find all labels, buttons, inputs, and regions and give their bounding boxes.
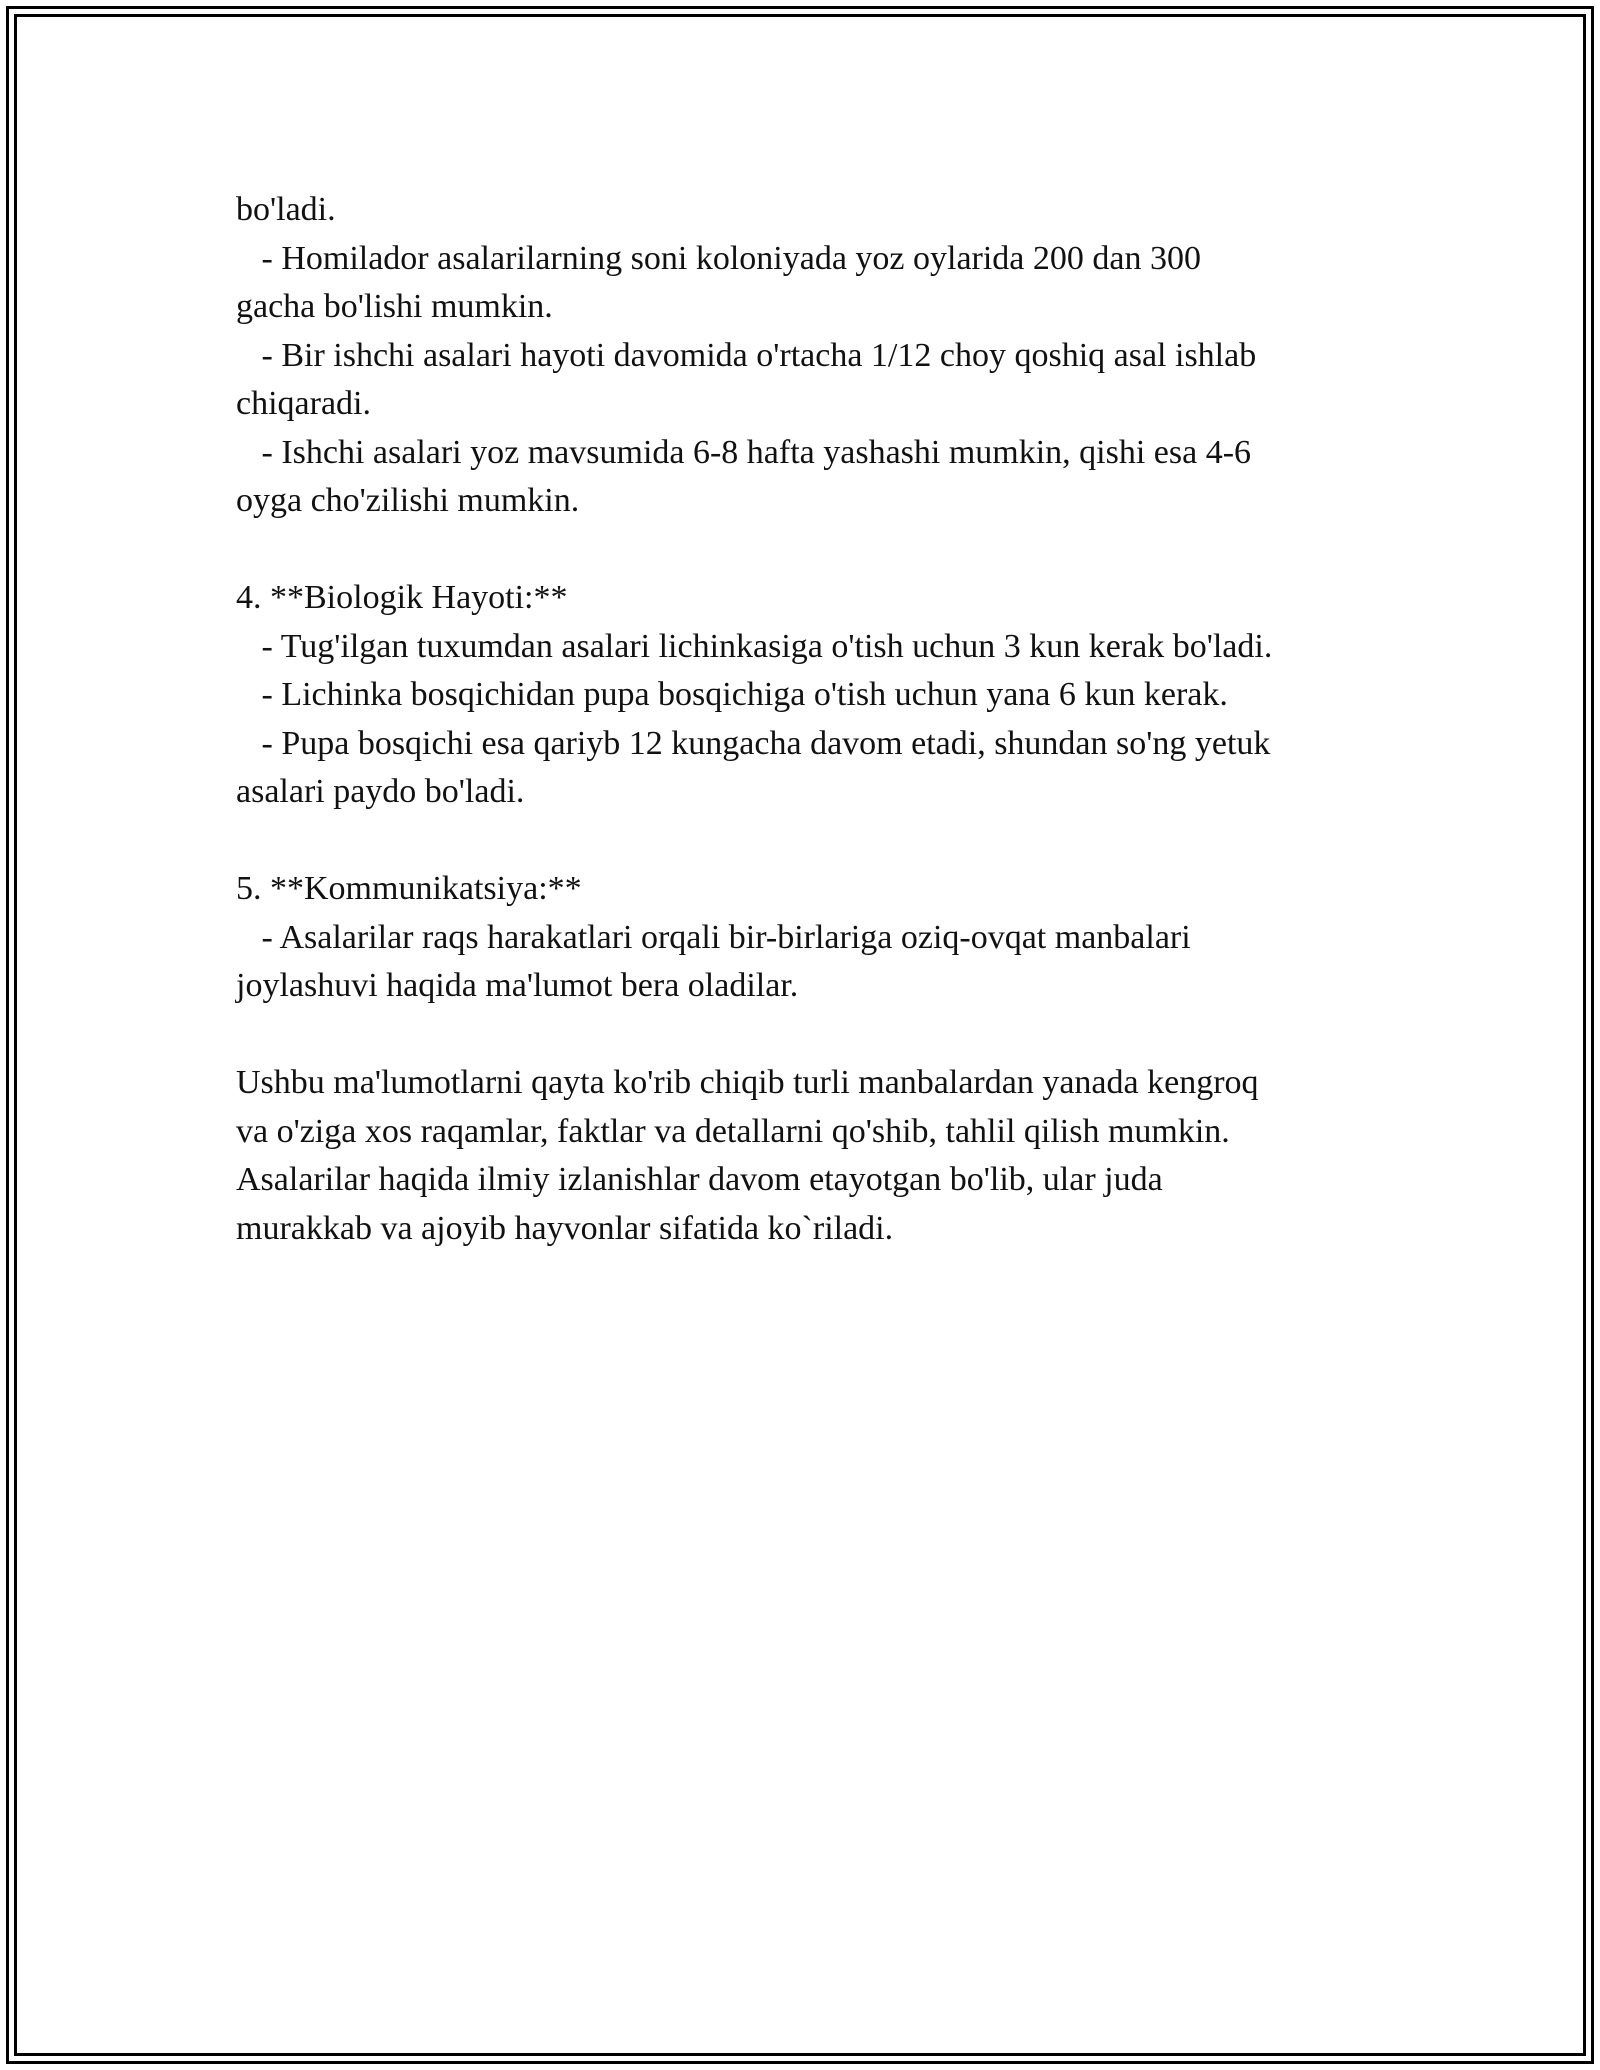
text-line: bo'ladi.: [236, 191, 336, 228]
text-line: Asalarilar haqida ilmiy izlanishlar davom etayotgan bo'lib, ular juda: [236, 1161, 1163, 1198]
text-line: - Ishchi asalari yoz mavsumida 6-8 hafta yashashi mumkin, qishi esa 4-6: [236, 433, 1252, 471]
continuation-paragraph: [236, 186, 1396, 526]
text-line: - Pupa bosqichi esa qariyb 12 kungacha davom etadi, shundan so'ng yetuk: [236, 724, 1271, 762]
text-line: va o'ziga xos raqamlar, faktlar va detallarni qo'shib, tahlil qilish mumkin.: [236, 1112, 1230, 1150]
text-line: chiqaradi.: [236, 385, 371, 422]
text-line: - Bir ishchi asalari hayoti davomida o'rtacha 1/12 choy qoshiq asal ishlab: [236, 336, 1257, 374]
text-line: - Lichinka bosqichidan pupa bosqichiga o'tish uchun yana 6 kun kerak.: [236, 676, 1228, 713]
text-line: asalari paydo bo'ladi.: [236, 773, 525, 810]
text-line: oyga cho'zilishi mumkin.: [236, 482, 580, 519]
text-line: - Homilador asalarilarning soni koloniyada yoz oylarida 200 dan 300: [236, 239, 1201, 277]
text-line: Ushbu ma'lumotlarni qayta ko'rib chiqib turli manbalardan yanada kengroq: [236, 1064, 1259, 1101]
section-5-kommunikatsiya: [236, 865, 1396, 1011]
text-line: gacha bo'lishi mumkin.: [236, 288, 553, 325]
text-line: 5. **Kommunikatsiya:**: [236, 870, 582, 907]
paragraph-gap: [236, 526, 1396, 575]
section-4-biologik-hayoti: [236, 574, 1396, 817]
conclusion-paragraph: [236, 1059, 1396, 1253]
text-line: murakkab va ajoyib hayvonlar sifatida ko`riladi.: [236, 1209, 894, 1247]
paragraph-gap: [236, 817, 1396, 866]
paragraph-gap: [236, 1011, 1396, 1060]
document-body: [236, 186, 1396, 1253]
text-line: 4. **Biologik Hayoti:**: [236, 579, 568, 616]
text-line: - Tug'ilgan tuxumdan asalari lichinkasiga o'tish uchun 3 kun kerak bo'ladi.: [236, 627, 1273, 665]
text-line: joylashuvi haqida ma'lumot bera oladilar.: [236, 967, 799, 1004]
text-line: - Asalarilar raqs harakatlari orqali bir-birlariga oziq-ovqat manbalari: [236, 918, 1191, 956]
